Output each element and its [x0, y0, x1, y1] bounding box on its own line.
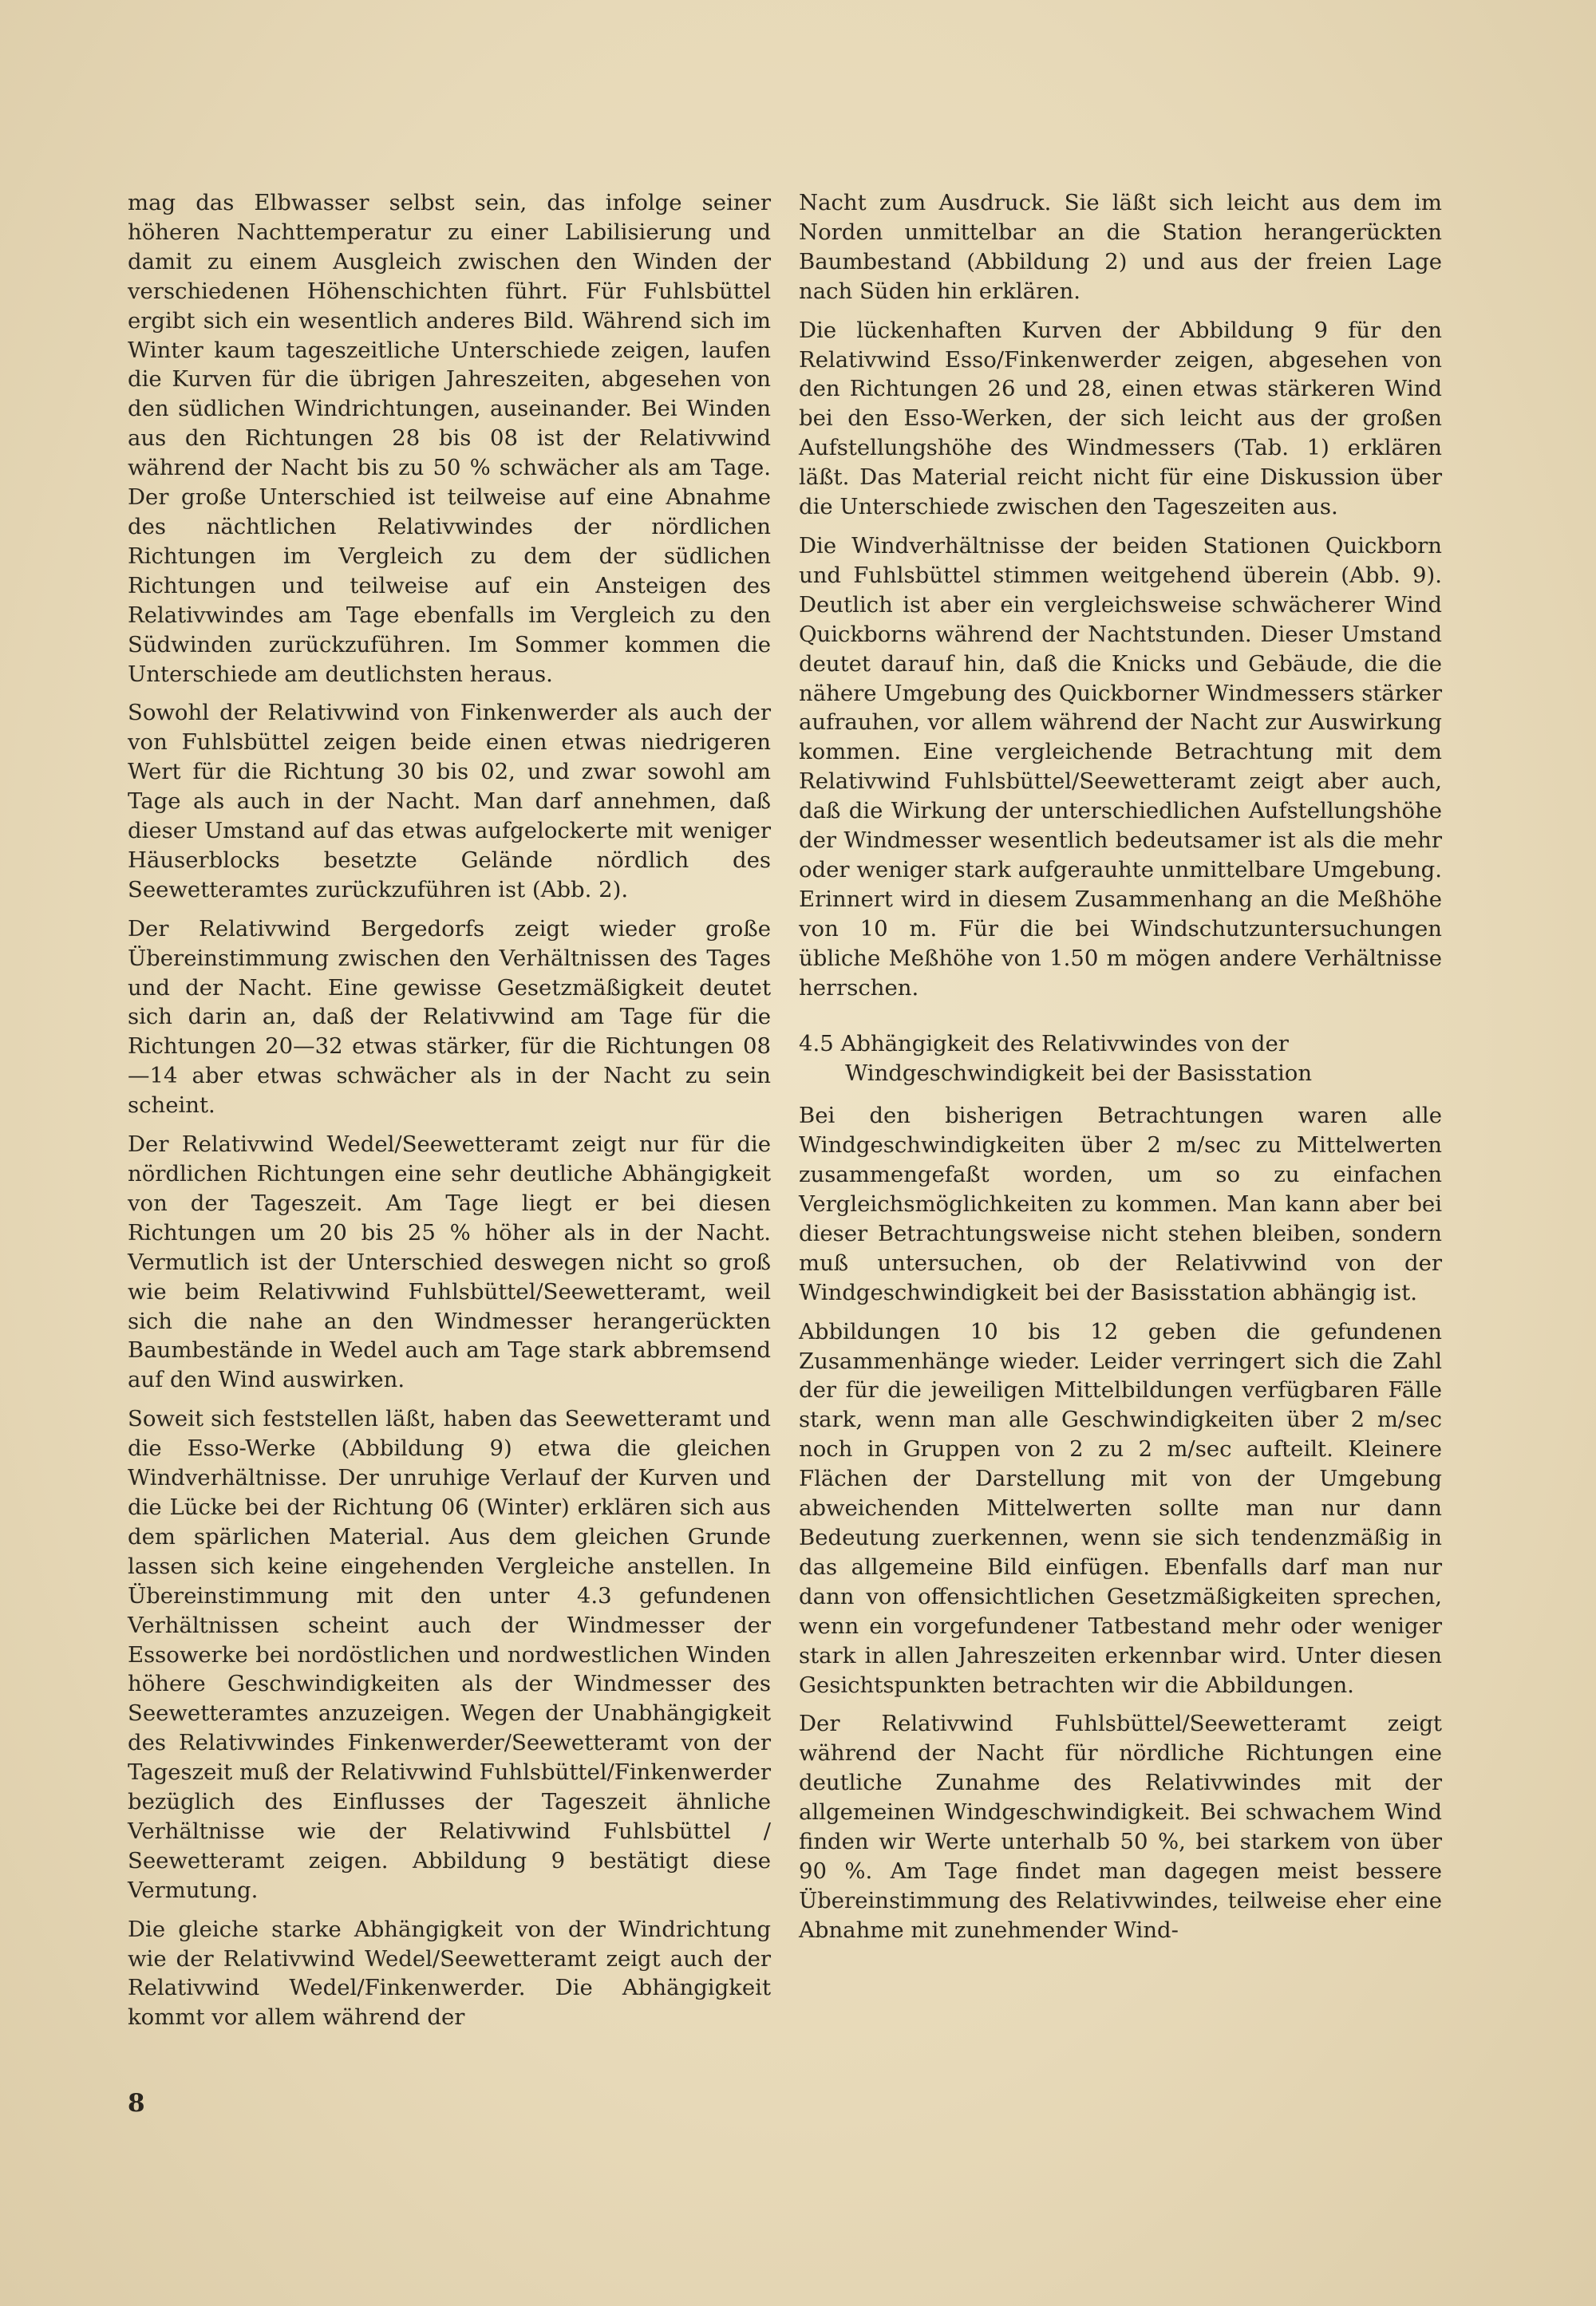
- paragraph: Sowohl der Relativwind von Finkenwerder als auch der von Fuhlsbüttel zeigen beide einen etwas niedrigeren Wert für die Richtung 30 bis 02, und zwar sowohl am Tage als auch in der Nacht. Man darf annehmen, daß dieser Umstand auf das etwas aufgelockerte mit weniger Häuserblocks besetzte Gelände nördlich des Seewetteramtes zurückzuführen ist (Abb. 2).: [128, 700, 771, 902]
- paragraph: Die Windverhältnisse der beiden Stationen Quickborn und Fuhlsbüttel stimmen weitgehend überein (Abb. 9). Deutlich ist aber ein vergleichsweise schwächerer Wind Quickborns während der Nachtstunden. Dieser Umstand deutet darauf hin, daß die Knicks und Gebäude, die die nähere Umgebung des Quickborner Windmessers stärker aufrauhen, vor allem während der Nacht zur Auswirkung kommen. Eine vergleichende Betrachtung mit dem Relativwind Fuhlsbüttel/Seewetteramt zeigt aber auch, daß die Wirkung der unterschiedlichen Aufstellungshöhe der Windmesser wesentlich bedeutsamer ist als die mehr oder weniger stark aufgerauhte unmittelbare Umgebung. Erinnert wird in diesem Zusammenhang an die Meßhöhe von 10 m. Für die bei Windschutzuntersuchungen übliche Meßhöhe von 1.50 m mögen andere Verhältnisse herrschen.: [799, 532, 1442, 1001]
- paragraph: Nacht zum Ausdruck. Sie läßt sich leicht aus dem im Norden unmittelbar an die Station herangerückten Baumbestand (Abbildung 2) und aus der freien Lage nach Süden hin erklären.: [799, 190, 1442, 304]
- paragraph: Soweit sich feststellen läßt, haben das Seewetteramt und die Esso-Werke (Abbildung 9) etwa die gleichen Windverhältnisse. Der unruhige Verlauf der Kurven und die Lücke bei der Richtung 06 (Winter) erklären sich aus dem spärlichen Material. Aus dem gleichen Grunde lassen sich keine eingehenden Vergleiche anstellen. In Übereinstimmung mit den unter 4.3 gefundenen Verhältnissen scheint auch der Windmesser der Essowerke bei nordöstlichen und nordwestlichen Winden höhere Geschwindigkeiten als der Windmesser des Seewetteramtes anzuzeigen. Wegen der Unabhängigkeit des Relativwindes Finkenwerder/Seewetteramt von der Tageszeit muß der Relativwind Fuhlsbüttel/Finkenwerder bezüglich des Einflusses der Tageszeit ähnliche Verhältnisse wie der Relativwind Fuhlsbüttel / Seewetteramt zeigen. Abbildung 9 bestätigt diese Vermutung.: [128, 1406, 771, 1903]
- left-column: [128, 188, 771, 2042]
- paragraph: Bei den bisherigen Betrachtungen waren alle Windgeschwindigkeiten über 2 m/sec zu Mittelwerten zusammengefaßt worden, um so zu einfachen Vergleichsmöglichkeiten zu kommen. Man kann aber bei dieser Betrachtungsweise nicht stehen bleiben, sondern muß untersuchen, ob der Relativwind von der Windgeschwindigkeit bei der Basisstation abhängig ist.: [799, 1103, 1442, 1305]
- paragraph: Die lückenhaften Kurven der Abbildung 9 für den Relativwind Esso/Finkenwerder zeigen, abgesehen von den Richtungen 26 und 28, einen etwas stärkeren Wind bei den Esso-Werken, der sich leicht aus der großen Aufstellungshöhe des Windmessers (Tab. 1) erklären läßt. Das Material reicht nicht für eine Diskussion über die Unterschiede zwischen den Tageszeiten aus.: [799, 317, 1442, 520]
- paragraph: mag das Elbwasser selbst sein, das infolge seiner höheren Nachttemperatur zu einer Labilisierung und damit zu einem Ausgleich zwischen den Winden der verschiedenen Höhenschichten führt. Für Fuhlsbüttel ergibt sich ein wesentlich anderes Bild. Während sich im Winter kaum tageszeitliche Unterschiede zeigen, laufen die Kurven für die übrigen Jahreszeiten, abgesehen von den südlichen Windrichtungen, auseinander. Bei Winden aus den Richtungen 28 bis 08 ist der Relativwind während der Nacht bis zu 50 % schwächer als am Tage. Der große Unterschied ist teilweise auf eine Abnahme des nächtlichen Relativwindes der nördlichen Richtungen im Vergleich zu dem der südlichen Richtungen und teilweise auf ein Ansteigen des Relativwindes am Tage ebenfalls im Vergleich zu den Südwinden zurückzuführen. Im Sommer kommen die Unterschiede am deutlichsten heraus.: [128, 190, 771, 687]
- paragraph: Der Relativwind Fuhlsbüttel/Seewetteramt zeigt während der Nacht für nördliche Richtungen eine deutliche Zunahme des Relativwindes mit der allgemeinen Windgeschwindigkeit. Bei schwachem Wind finden wir Werte unterhalb 50 %, bei starkem von über 90 %. Am Tage findet man dagegen meist bessere Übereinstimmung des Relativwindes, teilweise eher eine Abnahme mit zunehmender Wind-: [799, 1711, 1442, 1943]
- paragraph: Die gleiche starke Abhängigkeit von der Windrichtung wie der Relativwind Wedel/Seewetteramt zeigt auch der Relativwind Wedel/Finkenwerder. Die Abhängigkeit kommt vor allem während der: [128, 1916, 771, 2031]
- section-heading: 4.5 Abhängigkeit des Relativwindes von der Windgeschwindigkeit bei der Basisstation: [799, 1031, 1313, 1087]
- paragraph: Der Relativwind Bergedorfs zeigt wieder große Übereinstimmung zwischen den Verhältnissen des Tages und der Nacht. Eine gewisse Gesetzmäßigkeit deutet sich darin an, daß der Relativwind am Tage für die Richtungen 20—32 etwas stärker, für die Richtungen 08—14 aber etwas schwächer als in der Nacht zu sein scheint.: [128, 915, 771, 1119]
- page-number: 8: [128, 2089, 145, 2118]
- paragraph: Abbildungen 10 bis 12 geben die gefundenen Zusammenhänge wieder. Leider verringert sich die Zahl der für die jeweiligen Mittelbildungen verfügbaren Fälle stark, wenn man alle Geschwindigkeiten über 2 m/sec noch in Gruppen von 2 zu 2 m/sec aufteilt. Kleinere Flächen der Darstellung mit von der Umgebung abweichenden Mittelwerten sollte man nur dann Bedeutung zuerkennen, wenn sie sich tendenzmäßig in das allgemeine Bild einfügen. Ebenfalls darf man nur dann von offensichtlichen Gesetzmäßigkeiten sprechen, wenn ein vorgefundener Tatbestand mehr oder weniger stark in allen Jahreszeiten erkennbar wird. Unter diesen Gesichtspunkten betrachten wir die Abbildungen.: [799, 1318, 1442, 1698]
- paragraph: Der Relativwind Wedel/Seewetteramt zeigt nur für die nördlichen Richtungen eine sehr deutliche Abhängigkeit von der Tageszeit. Am Tage liegt er bei diesen Richtungen um 20 bis 25 % höher als in der Nacht. Vermutlich ist der Unterschied deswegen nicht so groß wie beim Relativwind Fuhlsbüttel/Seewetteramt, weil sich die nahe an den Windmesser herangerückten Baumbestände in Wedel auch am Tage stark abbremsend auf den Wind auswirken.: [128, 1131, 771, 1393]
- right-column: [799, 188, 1442, 1955]
